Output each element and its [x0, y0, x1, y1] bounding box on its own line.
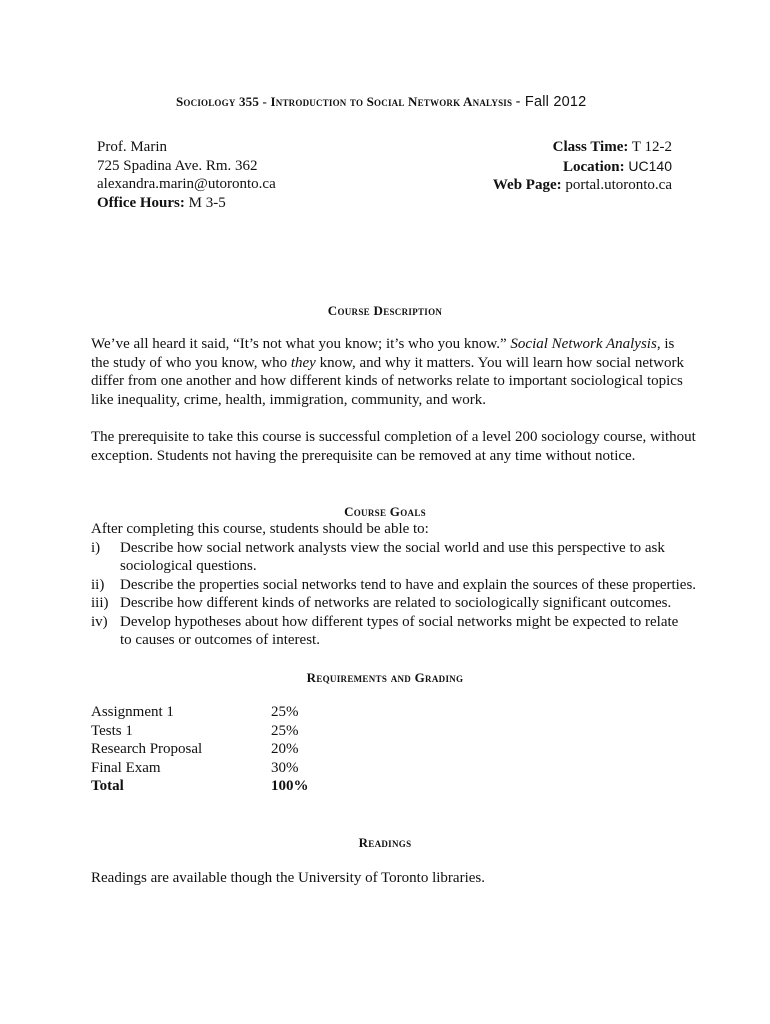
table-row	[91, 722, 309, 741]
readings-heading: Readings	[358, 835, 412, 850]
course-title-text: Sociology 355 - Introduction to Social Network Analysis	[176, 94, 513, 109]
paragraph-text: the study of who you know, who	[91, 354, 291, 371]
office-hours-value: M 3-5	[188, 194, 226, 211]
paragraph-line: Readings are available though the University of Toronto libraries.	[91, 870, 485, 886]
grade-item: Tests 1	[91, 722, 133, 739]
goal-item	[91, 613, 681, 650]
goal-text: to causes or outcomes of interest.	[120, 632, 320, 648]
paragraph-line: The prerequisite to take this course is successful completion of a level 200 sociology course, without	[91, 429, 696, 445]
course-term: - Fall 2012	[515, 94, 587, 110]
grading-table	[91, 703, 309, 796]
goal-text: Develop hypotheses about how different types of social networks might be expected to relate	[120, 613, 679, 630]
table-row	[91, 703, 309, 722]
table-row	[91, 759, 309, 778]
paragraph-line	[91, 335, 681, 354]
class-time-label: Class Time:	[552, 139, 629, 155]
paragraph-emphasis: they	[290, 354, 316, 371]
class-web-label: Web Page:	[492, 177, 562, 193]
instructor-info	[97, 138, 397, 212]
grade-weight: 20%	[271, 741, 299, 757]
paragraph-line: differ from one another and how different kinds of networks relate to important sociological topics	[91, 373, 683, 389]
grade-weight-total: 100%	[271, 778, 309, 794]
paragraph-text: know, and why it matters. You will learn how social network	[315, 354, 684, 371]
grade-item: Assignment 1	[91, 704, 174, 720]
course-description-heading: Course Description	[327, 303, 443, 318]
course-description-paragraph-2	[91, 428, 696, 465]
paragraph-line	[91, 354, 684, 373]
class-time-value: T 12-2	[631, 139, 672, 155]
goal-text: Describe how social network analysts view the social world and use this perspective to ask	[120, 539, 665, 556]
course-title	[176, 93, 716, 112]
instructor-name: Prof. Marin	[97, 139, 167, 155]
course-goals-intro: After completing this course, students should be able to:	[91, 521, 429, 537]
paragraph-emphasis: Social Network Analysis	[510, 336, 657, 352]
office-hours-label: Office Hours:	[97, 194, 185, 211]
goal-item	[91, 539, 681, 576]
course-description-paragraph-1	[91, 335, 684, 409]
grade-item: Final Exam	[91, 759, 161, 776]
course-goals-list	[91, 520, 697, 650]
grade-item: Research Proposal	[91, 741, 203, 757]
grade-weight: 25%	[271, 704, 299, 720]
goal-text: Describe the properties social networks tend to have and explain the sources of these properties.	[120, 576, 697, 593]
instructor-email: alexandra.marin@utoronto.ca	[97, 176, 276, 192]
class-web-value: portal.utoronto.ca	[565, 177, 672, 193]
table-row-total	[91, 777, 309, 796]
goal-item	[91, 576, 697, 595]
course-goals-heading: Course Goals	[344, 504, 426, 519]
grade-weight: 25%	[271, 722, 299, 739]
class-location-label: Location:	[562, 158, 625, 175]
goal-number: iii)	[91, 595, 109, 611]
paragraph-text: We’ve all heard it said, “It’s not what you know; it’s who you know.”	[91, 336, 511, 352]
goal-number: i)	[91, 539, 101, 556]
goal-number: iv)	[91, 613, 108, 630]
readings-text	[91, 869, 681, 888]
class-time	[400, 138, 672, 157]
table-row	[91, 740, 309, 759]
class-info	[400, 138, 672, 195]
paragraph-line: like inequality, crime, health, immigration, community, and work.	[91, 391, 487, 408]
grade-weight: 30%	[271, 759, 299, 776]
class-location	[400, 157, 672, 177]
paragraph-line: exception. Students not having the prerequisite can be removed at any time without notice.	[91, 447, 636, 464]
class-web-page	[400, 176, 672, 195]
instructor-address: 725 Spadina Ave. Rm. 362	[97, 157, 258, 174]
class-location-value: UC140	[628, 157, 672, 174]
goal-number: ii)	[91, 576, 105, 593]
grading-heading: Requirements and Grading	[306, 670, 464, 685]
goal-text: Describe how different kinds of networks are related to sociologically significant outcomes.	[120, 595, 672, 611]
grade-item-total: Total	[91, 778, 124, 794]
office-hours	[97, 194, 397, 213]
goal-text: sociological questions.	[120, 558, 257, 574]
goal-item	[91, 594, 681, 613]
paragraph-text: , is	[656, 336, 675, 352]
